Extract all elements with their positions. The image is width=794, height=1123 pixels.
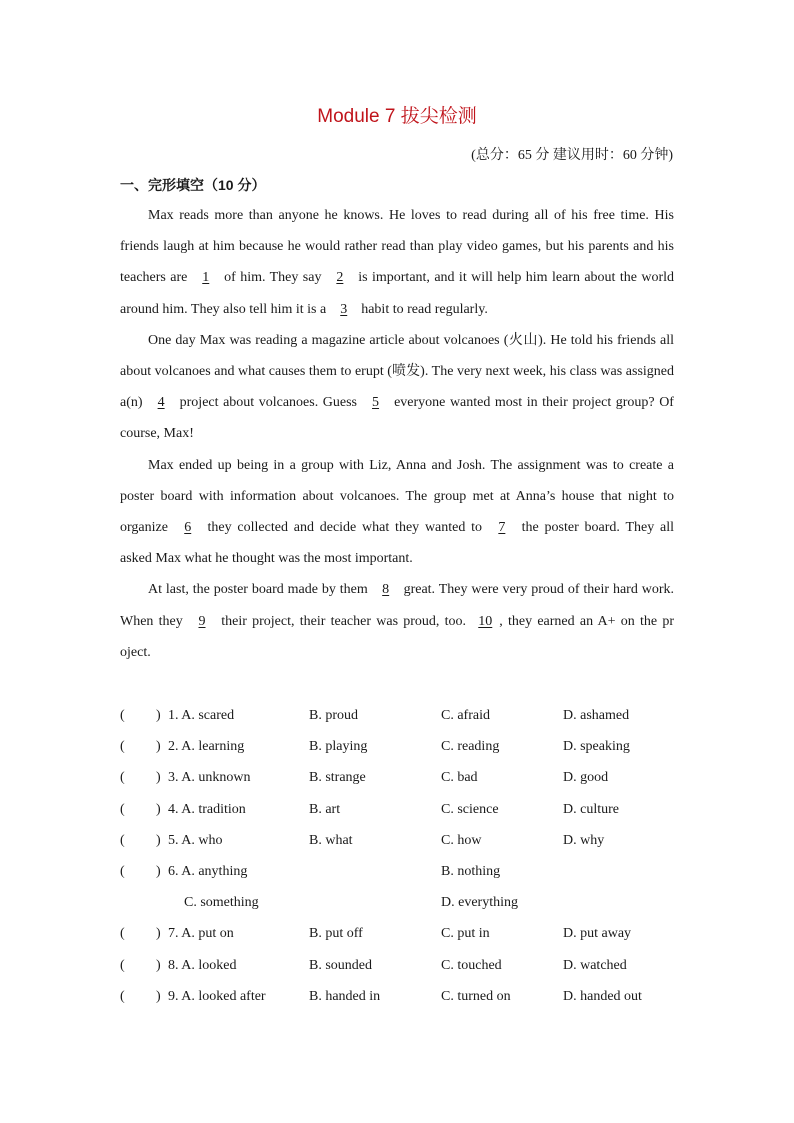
answer-paren-left: ( bbox=[120, 739, 125, 755]
option-a: 4. A. tradition bbox=[168, 801, 246, 817]
answer-paren-right: ) bbox=[156, 770, 161, 786]
option-d: D. ashamed bbox=[563, 708, 630, 723]
option-c: C. afraid bbox=[441, 708, 490, 723]
answer-paren-left: ( bbox=[120, 801, 125, 817]
question-list bbox=[120, 700, 680, 1012]
option-b: B. nothing bbox=[441, 863, 501, 879]
paragraph-4 bbox=[120, 574, 674, 668]
answer-paren-right: ) bbox=[156, 863, 161, 879]
question-row-3 bbox=[120, 762, 680, 793]
question-row-5 bbox=[120, 825, 680, 856]
text-run: Max ended up being in a group with Liz, Anna and Josh. The assignment was to create a poster board with information about volcanoes. The group met at Anna’s house that night to organize bbox=[120, 457, 674, 536]
option-a: 7. A. put on bbox=[168, 926, 234, 942]
answer-paren-left: ( bbox=[120, 957, 125, 973]
option-a: 3. A. unknown bbox=[168, 770, 251, 786]
option-b: B. handed in bbox=[309, 988, 381, 1004]
answer-paren-right: ) bbox=[156, 957, 161, 973]
option-c: C. bad bbox=[441, 770, 478, 786]
paragraph-2 bbox=[120, 325, 674, 450]
option-b: B. put off bbox=[309, 926, 363, 942]
option-d: D. speaking bbox=[563, 739, 630, 755]
option-d: D. why bbox=[563, 832, 605, 848]
option-c: C. touched bbox=[441, 957, 502, 973]
blank-6: 6 bbox=[184, 520, 192, 536]
answer-paren-right: ) bbox=[156, 988, 161, 1004]
blank-10: 10 bbox=[478, 613, 493, 629]
question-row-4 bbox=[120, 794, 680, 825]
blank-3: 3 bbox=[340, 301, 348, 317]
option-b: B. strange bbox=[309, 770, 366, 786]
answer-paren-right: ) bbox=[156, 801, 161, 817]
option-c: C. science bbox=[441, 801, 499, 817]
answer-paren-right: ) bbox=[156, 832, 161, 848]
question-row-8 bbox=[120, 950, 680, 981]
option-b: B. what bbox=[309, 832, 353, 848]
option-b: B. playing bbox=[309, 739, 368, 755]
option-d: D. everything bbox=[441, 895, 518, 911]
answer-paren-right: ) bbox=[156, 708, 161, 723]
option-d: D. handed out bbox=[563, 988, 642, 1004]
text-run: they collected and decide what they wanted to bbox=[201, 520, 488, 536]
option-c: C. reading bbox=[441, 739, 500, 755]
option-b: B. proud bbox=[309, 708, 358, 723]
text-run: their project, their teacher was proud, too. bbox=[216, 613, 472, 629]
text-run: , they earned an A+ on the pr oject. bbox=[120, 613, 675, 660]
option-b: B. art bbox=[309, 801, 341, 817]
option-a: 1. A. scared bbox=[168, 708, 235, 723]
answer-paren-left: ( bbox=[120, 926, 125, 942]
text-run: the poster board. They all asked Max what he thought was the most important. bbox=[120, 520, 674, 567]
option-d: D. good bbox=[563, 770, 609, 786]
answer-paren-right: ) bbox=[156, 739, 161, 755]
option-d: D. put away bbox=[563, 926, 632, 942]
option-a: 8. A. looked bbox=[168, 957, 237, 973]
text-run: Max reads more than anyone he knows. He loves to read during all of his free time. His friends laugh at him because he would rather read than play video games, but his parents and his teachers are bbox=[120, 208, 674, 286]
option-d: D. culture bbox=[563, 801, 619, 817]
text-run: One day Max was reading a magazine article about volcanoes (火山). He told his friends all about volcanoes and what causes them to erupt (喷发). The very next week, his class was assigned a(n) bbox=[120, 332, 674, 411]
section-heading: 一、完形填空（10 分） bbox=[120, 177, 266, 193]
cloze-passage bbox=[120, 200, 674, 668]
option-a: 6. A. anything bbox=[168, 863, 248, 879]
answer-paren-left: ( bbox=[120, 832, 125, 848]
text-run: project about volcanoes. Guess bbox=[175, 395, 362, 411]
paragraph-3 bbox=[120, 450, 674, 575]
question-row-2 bbox=[120, 731, 680, 762]
blank-4: 4 bbox=[157, 395, 165, 411]
answer-paren-left: ( bbox=[120, 988, 125, 1004]
blank-5: 5 bbox=[372, 395, 380, 411]
question-row-1 bbox=[120, 700, 680, 731]
option-d: D. watched bbox=[563, 957, 627, 973]
text-run: is important, and it will help him learn about the world around him. They also tell him it is a bbox=[120, 270, 674, 317]
answer-paren-left: ( bbox=[120, 708, 125, 723]
paragraph-1 bbox=[120, 200, 674, 325]
text-run: At last, the poster board made by them bbox=[148, 582, 372, 598]
question-row-7 bbox=[120, 918, 680, 949]
question-row-6 bbox=[120, 856, 680, 887]
option-c: C. something bbox=[184, 895, 259, 911]
answer-paren-right: ) bbox=[156, 926, 161, 942]
option-a: 9. A. looked after bbox=[168, 988, 266, 1004]
question-row-6-continued bbox=[120, 887, 680, 918]
answer-paren-left: ( bbox=[120, 863, 125, 879]
question-row-9 bbox=[120, 981, 680, 1012]
page-title: Module 7 拔尖检测 bbox=[317, 106, 477, 127]
blank-1: 1 bbox=[202, 270, 210, 286]
text-run: habit to read regularly. bbox=[357, 301, 488, 317]
blank-8: 8 bbox=[382, 582, 390, 598]
text-run: of him. They say bbox=[219, 270, 326, 286]
option-c: C. how bbox=[441, 832, 482, 848]
answer-paren-left: ( bbox=[120, 770, 125, 786]
option-c: C. turned on bbox=[441, 988, 511, 1004]
text-run: great. They were very proud of their hard work. When they bbox=[120, 582, 674, 629]
text-run: everyone wanted most in their project group? Of course, Max! bbox=[120, 395, 674, 442]
blank-7: 7 bbox=[498, 520, 506, 536]
blank-2: 2 bbox=[336, 270, 344, 286]
option-b: B. sounded bbox=[309, 957, 372, 973]
option-a: 5. A. who bbox=[168, 832, 223, 848]
option-a: 2. A. learning bbox=[168, 739, 245, 755]
blank-9: 9 bbox=[198, 613, 206, 629]
exam-meta: (总分：65 分 建议用时：60 分钟) bbox=[471, 148, 673, 163]
option-c: C. put in bbox=[441, 926, 490, 942]
